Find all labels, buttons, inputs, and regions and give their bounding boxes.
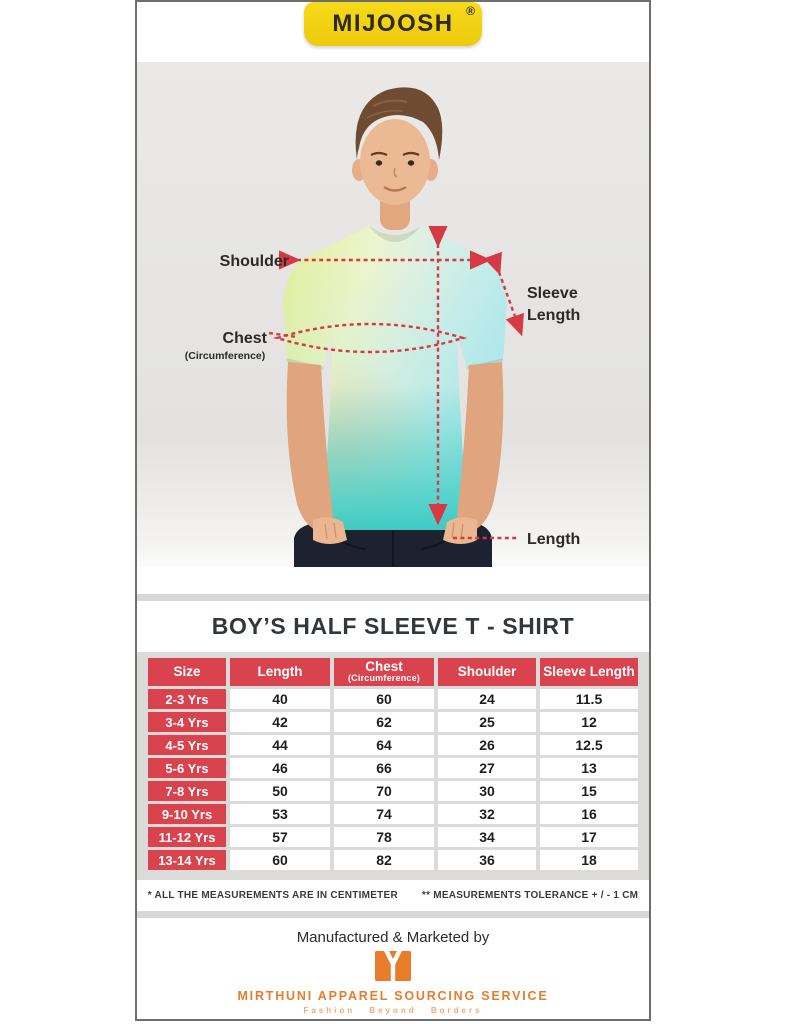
column-header-sleeve: Sleeve Length	[540, 658, 638, 686]
table-cell: 27	[438, 758, 536, 778]
table-cell: 57	[230, 827, 330, 847]
header-band	[137, 2, 649, 62]
table-cell: 60	[334, 689, 434, 709]
table-cell: 15	[540, 781, 638, 801]
model-photo	[137, 62, 649, 567]
table-row-size: 4-5 Yrs	[148, 735, 226, 755]
company-name: MIRTHUNI APPAREL SOURCING SERVICE	[237, 989, 549, 1003]
table-cell: 36	[438, 850, 536, 870]
content-sheet	[135, 0, 651, 1021]
brand-name: MIJOOSH	[332, 10, 454, 37]
table-cell: 64	[334, 735, 434, 755]
table-cell: 62	[334, 712, 434, 732]
table-cell: 16	[540, 804, 638, 824]
table-row-size: 9-10 Yrs	[148, 804, 226, 824]
table-cell: 18	[540, 850, 638, 870]
table-cell: 46	[230, 758, 330, 778]
page-title: BOY’S HALF SLEEVE T - SHIRT	[211, 613, 575, 639]
spacer	[137, 567, 649, 594]
table-cell: 12	[540, 712, 638, 732]
note-units: * ALL THE MEASUREMENTS ARE IN CENTIMETER	[147, 890, 398, 901]
made-by-text: Manufactured & Marketed by	[296, 929, 490, 946]
table-cell: 25	[438, 712, 536, 732]
column-header-size: Size	[148, 658, 226, 686]
chest-label: Chest	[222, 330, 267, 347]
measurement-notes	[137, 880, 649, 911]
table-cell: 70	[334, 781, 434, 801]
table-cell: 66	[334, 758, 434, 778]
column-header-length: Length	[230, 658, 330, 686]
table-row-size: 5-6 Yrs	[148, 758, 226, 778]
column-header-chest: Chest (Circumference)	[334, 658, 434, 686]
divider-strip	[137, 911, 649, 918]
table-row-size: 13-14 Yrs	[148, 850, 226, 870]
sleeve-label-line2: Length	[527, 307, 581, 324]
table-cell: 60	[230, 850, 330, 870]
chest-sub-label: (Circumference)	[184, 350, 266, 362]
table-row-size: 3-4 Yrs	[148, 712, 226, 732]
table-cell: 17	[540, 827, 638, 847]
mirthuni-logo-icon	[375, 951, 411, 981]
manufacturer-footer	[137, 918, 649, 1019]
shoulder-label: Shoulder	[219, 253, 289, 270]
divider-strip	[137, 594, 649, 601]
table-cell: 78	[334, 827, 434, 847]
table-cell: 30	[438, 781, 536, 801]
registered-trademark-icon: ®	[466, 4, 475, 18]
table-cell: 50	[230, 781, 330, 801]
table-cell: 74	[334, 804, 434, 824]
table-cell: 44	[230, 735, 330, 755]
note-tolerance: ** MEASUREMENTS TOLERANCE + / - 1 CM	[421, 890, 639, 901]
table-cell: 32	[438, 804, 536, 824]
table-row-size: 2-3 Yrs	[148, 689, 226, 709]
table-cell: 40	[230, 689, 330, 709]
size-table	[137, 652, 649, 880]
title-band	[137, 601, 649, 652]
sleeve-label-line1: Sleeve	[527, 285, 578, 302]
table-cell: 42	[230, 712, 330, 732]
brand-badge	[304, 2, 482, 46]
column-header-shoulder: Shoulder	[438, 658, 536, 686]
table-cell: 53	[230, 804, 330, 824]
table-cell: 13	[540, 758, 638, 778]
table-cell: 24	[438, 689, 536, 709]
company-tagline: Fashion Beyond Borders	[303, 1006, 483, 1015]
table-row-size: 7-8 Yrs	[148, 781, 226, 801]
model-illustration	[137, 62, 649, 567]
length-label: Length	[527, 531, 581, 548]
table-cell: 12.5	[540, 735, 638, 755]
table-cell: 11.5	[540, 689, 638, 709]
table-cell: 82	[334, 850, 434, 870]
table-cell: 34	[438, 827, 536, 847]
table-row-size: 11-12 Yrs	[148, 827, 226, 847]
table-cell: 26	[438, 735, 536, 755]
